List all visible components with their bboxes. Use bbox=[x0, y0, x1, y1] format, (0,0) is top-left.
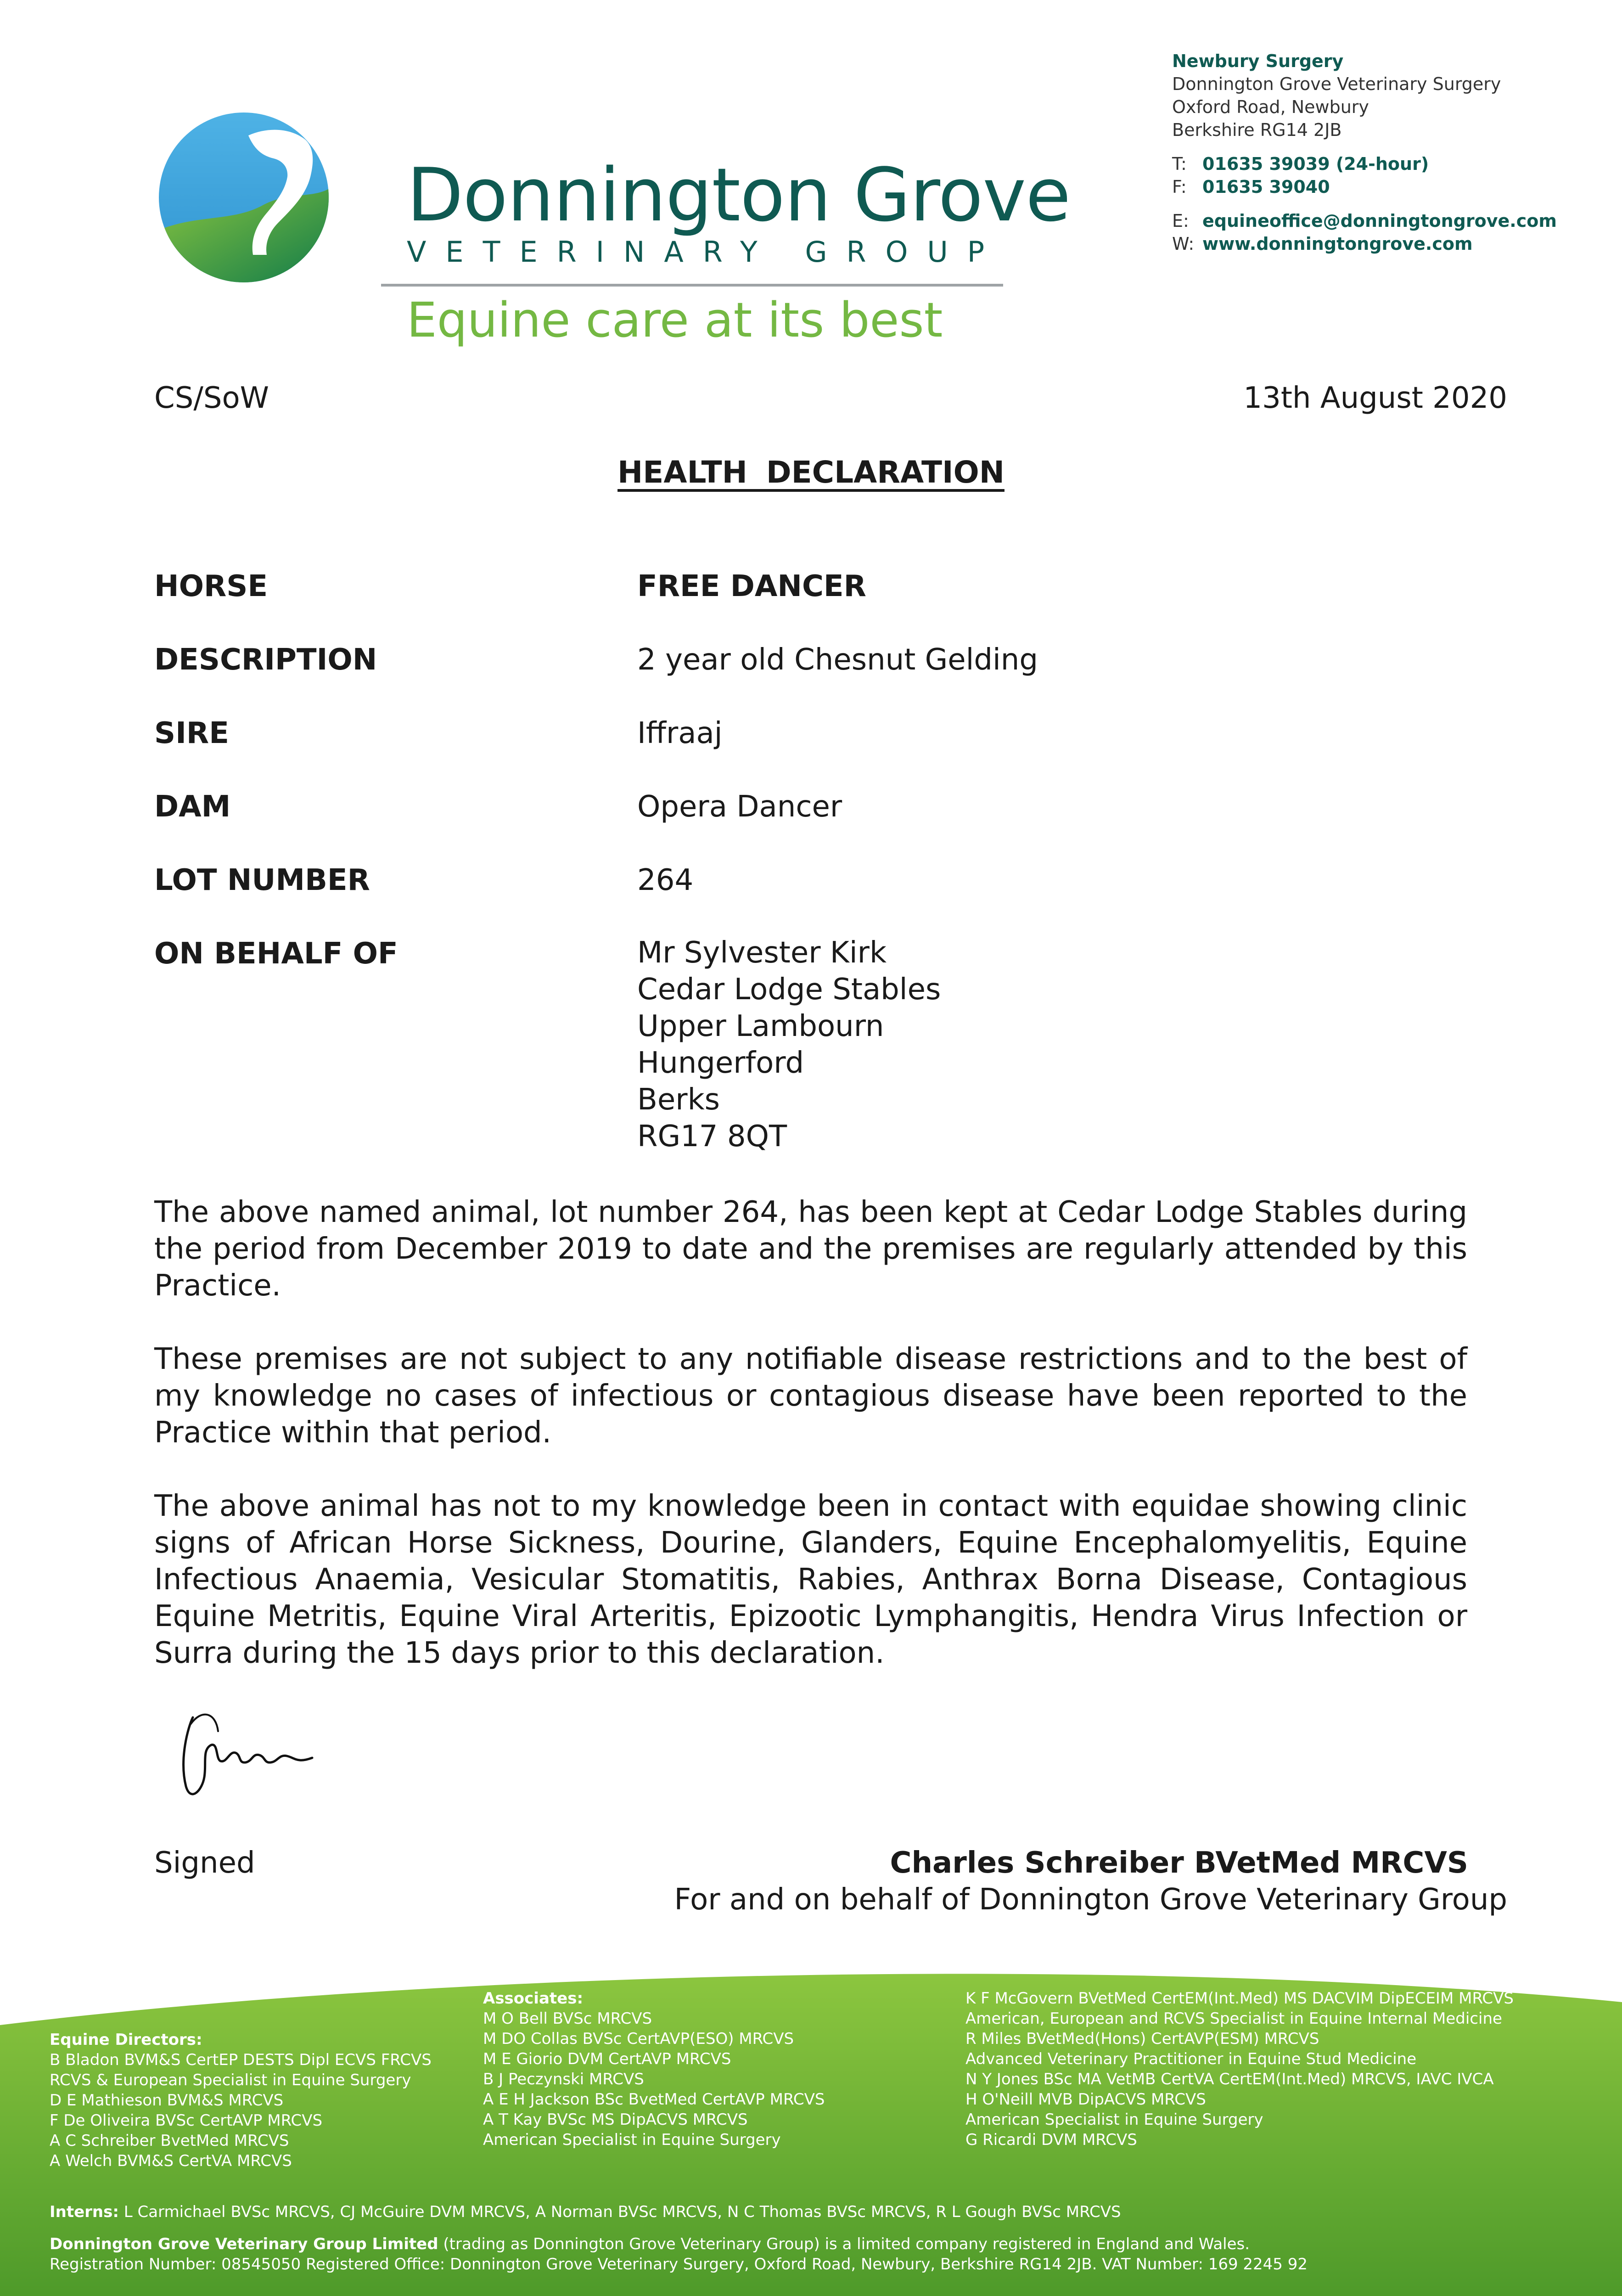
dam-label: DAM bbox=[154, 790, 231, 824]
address-line: Mr Sylvester Kirk bbox=[637, 936, 887, 970]
fax-number: 01635 39040 bbox=[1202, 177, 1330, 197]
director-entry: D E Mathieson BVM&S MRCVS bbox=[50, 2091, 284, 2110]
address-line: Berks bbox=[637, 1083, 720, 1117]
associate-entry: American Specialist in Equine Surgery bbox=[483, 2131, 781, 2149]
on-behalf-label: ON BEHALF OF bbox=[154, 937, 398, 971]
director-entry: RCVS & European Specialist in Equine Surgery bbox=[50, 2071, 411, 2089]
footer-interns bbox=[50, 2202, 1121, 2222]
lot-number-value: 264 bbox=[637, 863, 694, 897]
director-entry: A Welch BVM&S CertVA MRCVS bbox=[50, 2152, 292, 2170]
address-line: Donnington Grove Veterinary Surgery bbox=[1172, 74, 1501, 94]
associate-entry: American, European and RCVS Specialist in Equine Internal Medicine bbox=[965, 2009, 1502, 2028]
associates-heading: Associates: bbox=[483, 1989, 584, 2008]
associate-entry: A E H Jackson BSc BvetMed CertAVP MRCVS bbox=[483, 2090, 825, 2109]
horse-label: HORSE bbox=[154, 569, 268, 603]
website-label: W: bbox=[1172, 234, 1195, 254]
address-line: Upper Lambourn bbox=[637, 1009, 884, 1043]
signer-name: Charles Schreiber BVetMed MRCVS bbox=[890, 1846, 1468, 1880]
signer-organisation: For and on behalf of Donnington Grove Veterinary Group bbox=[674, 1883, 1507, 1917]
brand-name: Donnington Grove bbox=[407, 152, 1071, 238]
associate-entry: M E Giorio DVM CertAVP MRCVS bbox=[483, 2050, 731, 2068]
address-line: Cedar Lodge Stables bbox=[637, 973, 941, 1007]
handwritten-signature bbox=[174, 1699, 331, 1809]
footer-company-info bbox=[50, 2234, 1308, 2274]
website-row bbox=[1172, 232, 1557, 255]
document-title: HEALTH DECLARATION bbox=[617, 455, 1005, 490]
fax-row bbox=[1172, 175, 1557, 198]
declaration-paragraph: These premises are not subject to any notifiable disease restrictions and to the best of my knowledge no cases of infectious or contagious disease have been reported to the Practice within that period. bbox=[154, 1342, 1467, 1450]
associate-entry: M DO Collas BVSc CertAVP(ESO) MRCVS bbox=[483, 2030, 794, 2048]
associate-entry: American Specialist in Equine Surgery bbox=[965, 2110, 1263, 2129]
associate-entry: K F McGovern BVetMed CertEM(Int.Med) MS DACVIM DipECEIM MRCVS bbox=[965, 1989, 1514, 2008]
declaration-paragraph: The above animal has not to my knowledge been in contact with equidae showing clinic signs of African Horse Sickness, Dourine, Glanders, Equine Encephalomyelitis, Equine Infectious Anaemia, Vesicular Stomatitis, Rabies, Anthrax Borna Disease, Contagious Equine Metritis, Equine Viral Arteritis, Epizootic Lymphangitis, Hendra Virus Infection or Surra during the 15 days prior to this declaration. bbox=[154, 1489, 1467, 1670]
email-row bbox=[1172, 209, 1557, 232]
brand-subtitle: VETERINARY GROUP bbox=[407, 235, 1004, 269]
company-logo bbox=[154, 108, 333, 287]
horse-value: FREE DANCER bbox=[637, 569, 866, 603]
website-link[interactable]: www.donningtongrove.com bbox=[1202, 234, 1473, 254]
on-behalf-address bbox=[637, 934, 941, 1155]
interns-heading: Interns: bbox=[50, 2203, 119, 2221]
declaration-paragraph: The above named animal, lot number 264, has been kept at Cedar Lodge Stables during the period from December 2019 to date and the premises are regularly attended by this Practice. bbox=[154, 1195, 1467, 1303]
company-description: (trading as Donnington Grove Veterinary Group) is a limited company registered in England and Wales. bbox=[438, 2235, 1250, 2253]
company-name: Donnington Grove Veterinary Group Limited bbox=[50, 2235, 438, 2253]
dam-value: Opera Dancer bbox=[637, 790, 842, 824]
fax-label: F: bbox=[1172, 177, 1187, 197]
address-line: Hungerford bbox=[637, 1046, 804, 1080]
email-label: E: bbox=[1172, 211, 1189, 231]
footer-associates bbox=[483, 1988, 825, 2150]
brand-divider bbox=[381, 284, 1003, 287]
address-line: Oxford Road, Newbury bbox=[1172, 97, 1369, 117]
description-label: DESCRIPTION bbox=[154, 643, 377, 677]
letter-reference: CS/SoW bbox=[154, 381, 269, 415]
letter-date: 13th August 2020 bbox=[1243, 381, 1507, 415]
sire-label: SIRE bbox=[154, 716, 229, 750]
director-entry: A C Schreiber BvetMed MRCVS bbox=[50, 2132, 289, 2150]
associate-entry: A T Kay BVSc MS DipACVS MRCVS bbox=[483, 2110, 748, 2129]
telephone-label: T: bbox=[1172, 154, 1187, 174]
associate-entry: G Ricardi DVM MRCVS bbox=[965, 2131, 1137, 2149]
footer-directors bbox=[50, 2030, 432, 2171]
sire-value: Iffraaj bbox=[637, 716, 723, 750]
lot-number-label: LOT NUMBER bbox=[154, 863, 370, 897]
email-link[interactable]: equineoffice@donningtongrove.com bbox=[1202, 211, 1557, 231]
description-value: 2 year old Chesnut Gelding bbox=[637, 643, 1038, 677]
director-entry: B Bladon BVM&S CertEP DESTS Dipl ECVS FRCVS bbox=[50, 2051, 432, 2069]
associate-entry: B J Peczynski MRCVS bbox=[483, 2070, 644, 2088]
contact-block bbox=[1172, 50, 1557, 255]
associate-entry: R Miles BVetMed(Hons) CertAVP(ESM) MRCVS bbox=[965, 2030, 1319, 2048]
telephone-number[interactable]: 01635 39039 (24-hour) bbox=[1202, 154, 1429, 174]
director-entry: F De Oliveira BVSc CertAVP MRCVS bbox=[50, 2111, 323, 2130]
registration-details: Registration Number: 08545050 Registered Office: Donnington Grove Veterinary Surgery, Oxford Road, Newbury, Berkshire RG14 2JB. VAT Number: 169 2245 92 bbox=[50, 2255, 1308, 2273]
directors-heading: Equine Directors: bbox=[50, 2031, 202, 2049]
associate-entry: N Y Jones BSc MA VetMB CertVA CertEM(Int.Med) MRCVS, IAVC IVCA bbox=[965, 2070, 1494, 2088]
signed-label: Signed bbox=[154, 1846, 255, 1880]
associate-entry: H O'Neill MVB DipACVS MRCVS bbox=[965, 2090, 1206, 2109]
associate-entry: M O Bell BVSc MRCVS bbox=[483, 2009, 652, 2028]
interns-list: L Carmichael BVSc MRCVS, CJ McGuire DVM MRCVS, A Norman BVSc MRCVS, N C Thomas BVSc MRCVS, R L Gough BVSc MRCVS bbox=[118, 2203, 1121, 2221]
address-line: RG17 8QT bbox=[637, 1120, 787, 1154]
footer-associates-2 bbox=[965, 1988, 1514, 2150]
surgery-name: Newbury Surgery bbox=[1172, 51, 1344, 71]
brand-tagline: Equine care at its best bbox=[407, 292, 943, 348]
address-line: Berkshire RG14 2JB bbox=[1172, 120, 1342, 140]
telephone-row bbox=[1172, 152, 1557, 175]
associate-entry: Advanced Veterinary Practitioner in Equine Stud Medicine bbox=[965, 2050, 1417, 2068]
